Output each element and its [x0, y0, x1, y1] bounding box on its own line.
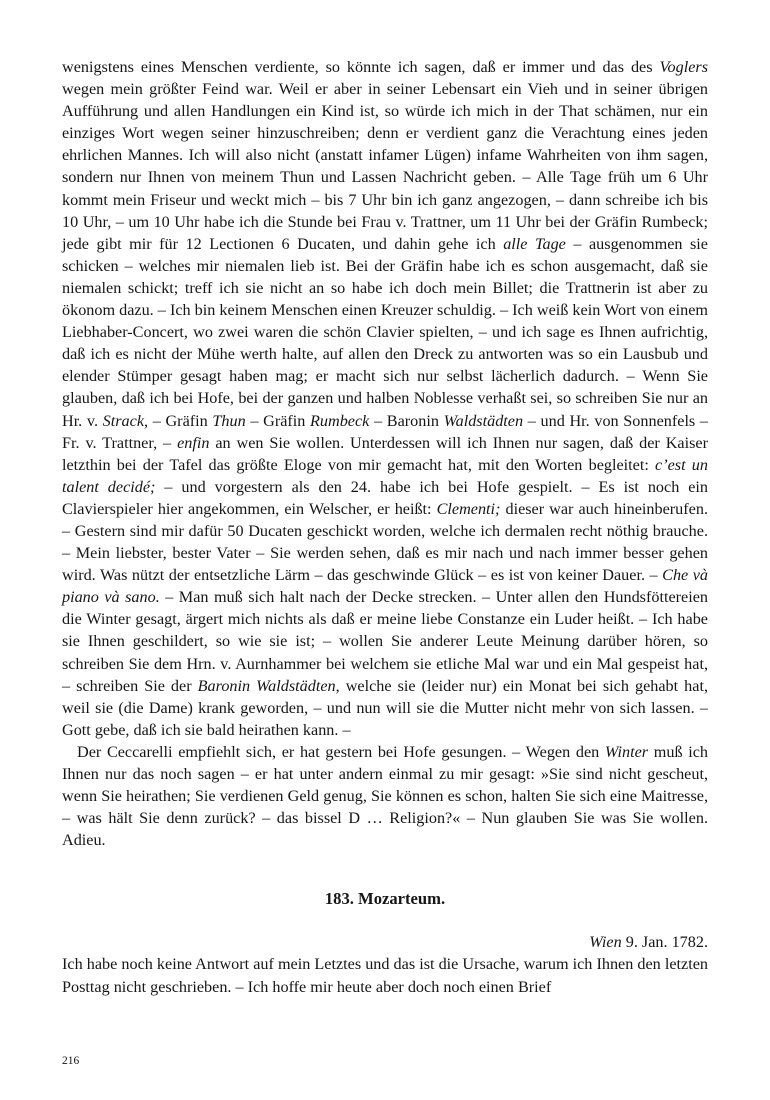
letter-182-continuation-paragraph: wenigstens eines Menschen verdiente, so könnte ich sagen, daß er immer und das des Voglers wegen mein größter Feind war. Weil er aber in seiner Lebensart ein Vieh und in seiner übrigen Aufführung und allen Handlungen ein Kind ist, so würde ich mich in der That schämen, nur ein einziges Wort wegen seiner hinzuschreiben; denn er verdient ganz die Verachtung eines jeden ehrlichen Mannes. Ich will also nicht (anstatt infamer Lügen) infame Wahrheiten von ihm sagen, sondern nur Ihnen von meinem Thun und Lassen Nachricht geben. – Alle Tage früh um 6 Uhr kommt mein Friseur und weckt mich – bis 7 Uhr bin ich ganz angezogen, – dann schreibe ich bis 10 Uhr, – um 10 Uhr habe ich die Stunde bei Frau v. Trattner, um 11 Uhr bei der Gräfin Rumbeck; jede gibt mir für 12 Lectionen 6 Ducaten, und dahin gehe ich alle Tage – ausgenommen sie schicken – welches mir niemalen lieb ist. Bei der Gräfin habe ich es schon ausgemacht, daß sie niemalen schickt; treff ich sie nicht an so habe ich doch mein Billet; die Trattnerin ist aber zu ökonom dazu. – Ich bin keinem Menschen einen Kreuzer schuldig. – Ich weiß kein Wort von einem Liebhaber-Concert, wo zwei waren die schön Clavier spielten, – und ich sage es Ihnen aufrichtig, daß ich es nicht der Mühe werth halte, auf allen den Dreck zu antworten was so ein Lausbub und elender Stümper gesagt haben mag; er macht sich nur selbst lächerlich dadurch. – Wenn Sie glauben, daß ich bei Hofe, bei der ganzen und halben Noblesse verhaßt sei, so schreiben Sie nur an Hr. v. Strack, – Gräfin Thun – Gräfin Rumbeck – Baronin Waldstädten – und Hr. von Sonnenfels – Fr. v. Trattner, – enfin an wen Sie wollen. Unterdessen will ich Ihnen nur sagen, daß der Kaiser letzthin bei der Tafel das größte Eloge von mir gemacht hat, mit den Worten begleitet: c’est un talent decidé; – und vorgestern als den 24. habe ich bei Hofe gespielt. – Es ist noch ein Clavierspieler hier angekommen, ein Welscher, er heißt: Clementi; dieser war auch hineinberufen. – Gestern sind mir dafür 50 Ducaten geschickt worden, welche ich dermalen recht nöthig brauche. – Mein liebster, bester Vater – Sie werden sehen, daß es mir nach und nach immer besser gehen wird. Was nützt der entsetzliche Lärm – das geschwinde Glück – es ist von keiner Dauer. – Che và piano và sano. – Man muß sich halt nach der Decke strecken. – Unter allen den Hundsföttereien die Winter gesagt, ärgert mich nichts als daß er meine liebe Constanze ein Luder heißt. – Ich habe sie Ihnen geschildert, so wie sie ist; – wollen Sie anderer Leute Meinung darüber hören, so schreiben Sie dem Hrn. v. Aurnhammer bei welchem sie etliche Mal war und ein Mal gespeist hat, – schreiben Sie der Baronin Waldstädten, welche sie (leider nur) ein Monat bei sich gehabt hat, weil sie (die Dame) krank geworden, – und nun will sie die Mutter nicht mehr von sich lassen. – Gott gebe, daß ich sie bald heirathen kann. – — [62, 58, 709, 739]
letter-heading: 183. Mozarteum. — [324, 889, 446, 909]
letter-dateline: Wien 9. Jan. 1782. — [589, 933, 708, 952]
page-text-block — [62, 56, 708, 998]
page-number: 216 — [62, 1055, 80, 1067]
letter-183-opening-paragraph: Ich habe noch keine Antwort auf mein Letztes und das ist die Ursache, warum ich Ihnen den letzten Posttag nicht geschrieben. – Ich hoffe mir heute aber doch noch einen Brief — [62, 955, 708, 996]
letter-182-closing-paragraph: Der Ceccarelli empfiehlt sich, er hat gestern bei Hofe gesungen. – Wegen den Winter muß ich Ihnen nur das noch sagen – er hat unter andern einmal zu mir gesagt: »Sie sind nicht gescheut, wenn Sie heirathen; Sie verdienen Geld genug, Sie können es schon, halten Sie sich eine Maitresse, – was hält Sie denn zurück? – das bissel D … Religion?« – Nun glauben Sie was Sie wollen. Adieu. — [62, 742, 708, 850]
